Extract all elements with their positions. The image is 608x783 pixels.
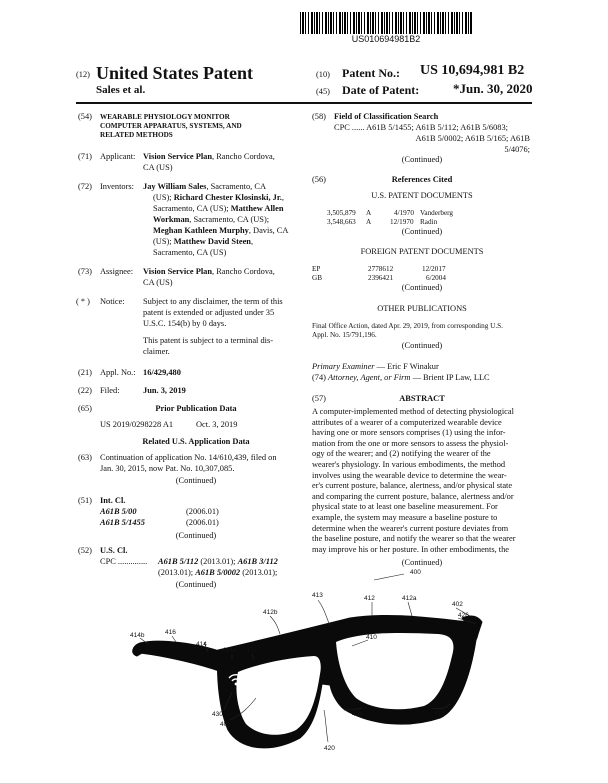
barcode-number: US010694981B2 — [351, 34, 421, 44]
cpc-line-2: (2013.01); A61B 5/0002 (2013.01); — [158, 568, 278, 577]
continued-7: (Continued) — [401, 341, 443, 350]
label-413: 413 — [312, 592, 323, 599]
code-21: (21) — [78, 368, 92, 377]
filed-label: Filed: — [100, 386, 120, 395]
code-51: (51) — [78, 496, 92, 505]
continuation-line-1: Continuation of application No. 14/610,439, filed on — [100, 453, 277, 462]
continued-3: (Continued) — [175, 580, 217, 589]
foreign-doc-2-cc: GB — [312, 274, 322, 282]
abstract-line: mation from the one or more sensors to assess the physiol- — [312, 438, 509, 448]
prior-pub-number: US 2019/0298228 A1 — [100, 420, 174, 429]
code-45: (45) — [316, 87, 330, 96]
us-doc-2-name: Radin — [420, 218, 438, 226]
patent-title: United States Patent — [96, 63, 253, 83]
field-cpc-line-3: 5/4076; — [504, 145, 530, 154]
abstract-line: example, the system may measure a baseline posture to — [312, 512, 498, 522]
related-heading: Related U.S. Application Data — [142, 437, 250, 446]
abstract-body — [312, 407, 532, 555]
appl-number: 16/429,480 — [143, 368, 181, 377]
patent-no-label: Patent No.: — [342, 66, 400, 80]
appl-label: Appl. No.: — [100, 368, 136, 377]
abstract-line: determine when the wearer's current posture deviates from — [312, 523, 509, 533]
prior-pub-heading: Prior Publication Data — [155, 404, 237, 413]
label-414a: 414a — [222, 647, 237, 654]
applicant-line-2: CA (US) — [143, 163, 173, 172]
patent-authors: Sales et al. — [96, 84, 146, 96]
intcl-year-1: (2006.01) — [186, 507, 219, 516]
temple-arm — [140, 641, 222, 672]
continued-4: (Continued) — [401, 155, 443, 164]
code-65: (65) — [78, 404, 92, 413]
field-cpc-line-1: CPC ...... A61B 5/1455; A61B 5/112; A61B 5/6083; — [334, 123, 508, 132]
foreign-doc-2-date: 6/2004 — [426, 274, 446, 282]
code-63: (63) — [78, 453, 92, 462]
cpc-prefix: CPC .............. — [100, 557, 148, 566]
label-412: 412 — [364, 595, 375, 602]
code-57: (57) — [312, 394, 326, 403]
notice-line-1: Subject to any disclaimer, the term of this — [143, 297, 283, 306]
applicant-label: Applicant: — [100, 152, 136, 161]
other-pub-line-2: Appl. No. 15/791,196. — [312, 331, 377, 339]
abstract-line: and comparing the current posture, balance, alertness and/or — [312, 491, 514, 501]
us-doc-2-num: 3,548,663 — [327, 218, 356, 226]
barcode — [300, 12, 472, 34]
header-rule — [76, 102, 532, 104]
label-426: 426 — [458, 612, 469, 619]
terminal-line-1: This patent is subject to a terminal dis- — [143, 336, 274, 345]
date-label: Date of Patent: — [342, 83, 420, 97]
abstract-heading: ABSTRACT — [399, 394, 445, 403]
abstract-line: having one or more sensors comprises (1) using the infor- — [312, 428, 506, 438]
assignee-label: Assignee: — [100, 267, 134, 276]
us-doc-2-date: 12/1970 — [390, 218, 414, 226]
field-heading: Field of Classification Search — [334, 112, 439, 121]
label-430: 430 — [212, 711, 223, 718]
label-410: 410 — [366, 634, 377, 641]
foreign-doc-2-num: 2396421 — [368, 274, 394, 282]
assignee-line-1: Vision Service Plan, Rancho Cordova, — [143, 267, 275, 276]
abstract-line: attributes of a wearer of a computerized wearable device — [312, 417, 502, 427]
us-doc-1-date: 4/1970 — [394, 209, 414, 217]
invention-title-line-3: RELATED METHODS — [100, 131, 173, 139]
continued-5: (Continued) — [401, 227, 443, 236]
cpc-line-1: A61B 5/112 (2013.01); A61B 3/112 — [158, 557, 278, 566]
foreign-doc-1-date: 12/2017 — [422, 265, 446, 273]
notice-line-2: patent is extended or adjusted under 35 — [143, 308, 275, 317]
us-docs-heading: U.S. PATENT DOCUMENTS — [371, 191, 473, 200]
inventor-line-7: Sacramento, CA (US) — [153, 248, 227, 257]
glasses-figure — [0, 560, 608, 783]
inventor-line-2: (US); Richard Chester Klosinski, Jr., — [153, 193, 284, 202]
abstract-line: physical state to at least one baseline measurement. For — [312, 502, 498, 512]
label-404: 404 — [220, 721, 231, 728]
abstract-line: wearer's physiology. In various embodiments, the method — [312, 459, 506, 469]
abstract-line: A computer-implemented method of detecting physiological — [312, 407, 514, 416]
code-72: (72) — [78, 182, 92, 191]
attorney-line: (74) Attorney, Agent, or Firm — Brient IP Law, LLC — [312, 373, 490, 382]
other-pubs-heading: OTHER PUBLICATIONS — [377, 304, 467, 313]
code-56: (56) — [312, 175, 326, 184]
abstract-line: involves using the wearable device to determine the wear- — [312, 470, 507, 480]
intcl-label: Int. Cl. — [100, 496, 126, 505]
label-428: 428 — [246, 647, 257, 654]
inventor-line-5: Meghan Kathleen Murphy, Davis, CA — [153, 226, 289, 235]
invention-title-line-1: WEARABLE PHYSIOLOGY MONITOR — [100, 113, 230, 121]
us-doc-2-kind: A — [366, 218, 372, 226]
inventor-line-3: Sacramento, CA (US); Matthew Allen — [153, 204, 284, 213]
label-412b: 412b — [263, 609, 278, 616]
terminal-line-2: claimer. — [143, 347, 170, 356]
continued-1: (Continued) — [175, 476, 217, 485]
abstract-line: er's current posture, balance, alertness, and/or physical state — [312, 481, 513, 491]
intcl-year-2: (2006.01) — [186, 518, 219, 527]
us-doc-1-kind: A — [366, 209, 372, 217]
abstract-line: the baseline posture, and notify the wearer so that the wearer — [312, 534, 516, 544]
notice-line-3: U.S.C. 154(b) by 0 days. — [143, 319, 227, 328]
foreign-doc-1-num: 2778612 — [368, 265, 394, 273]
abstract-line: ogy of the wearer; and (2) notifying the wearer of the — [312, 449, 491, 459]
label-424: 424 — [352, 711, 363, 718]
inventor-line-4: Workman, Sacramento, CA (US); — [153, 215, 270, 224]
continuation-line-2: Jan. 30, 2015, now Pat. No. 10,307,085. — [100, 464, 235, 473]
label-414: 414 — [196, 641, 207, 648]
us-doc-1-name: Vanderberg — [420, 209, 453, 217]
abstract-line: may improve his or her posture. In other embodiments, the — [312, 544, 510, 554]
intcl-code-1: A61B 5/00 — [100, 507, 137, 516]
code-58: (58) — [312, 112, 326, 121]
assignee-line-2: CA (US) — [143, 278, 173, 287]
temple-tip — [133, 643, 142, 656]
continued-6: (Continued) — [401, 283, 443, 292]
filed-date: Jun. 3, 2019 — [143, 386, 186, 395]
label-418: 418 — [434, 710, 445, 717]
code-71: (71) — [78, 152, 92, 161]
us-doc-1-num: 3,505,879 — [327, 209, 356, 217]
applicant-line-1: Vision Service Plan, Rancho Cordova, — [143, 152, 275, 161]
code-73: (73) — [78, 267, 92, 276]
inventors-label: Inventors: — [100, 182, 134, 191]
continued-8: (Continued) — [401, 558, 443, 567]
label-416: 416 — [165, 629, 176, 636]
other-pub-line-1: Final Office Action, dated Apr. 29, 2019, from corresponding U.S. — [312, 322, 503, 330]
code-12: (12) — [76, 70, 90, 79]
inventor-line-6: (US); Matthew David Steen, — [153, 237, 254, 246]
patent-date: *Jun. 30, 2020 — [453, 81, 533, 96]
code-notice: ( * ) — [76, 297, 90, 306]
examiner-line: Primary Examiner — Eric F Winakur — [312, 362, 439, 371]
prior-pub-date: Oct. 3, 2019 — [196, 420, 238, 429]
refs-heading: References Cited — [391, 175, 453, 184]
label-412a: 412a — [402, 595, 417, 602]
notice-label: Notice: — [100, 297, 125, 306]
label-402: 402 — [452, 601, 463, 608]
label-400: 400 — [410, 569, 421, 576]
patent-number: US 10,694,981 B2 — [420, 63, 525, 78]
code-54: (54) — [78, 112, 92, 121]
code-10: (10) — [316, 70, 330, 79]
intcl-code-2: A61B 5/1455 — [100, 518, 145, 527]
uscl-label: U.S. Cl. — [100, 546, 128, 555]
foreign-doc-1-cc: EP — [312, 265, 321, 273]
field-cpc-line-2: A61B 5/0002; A61B 5/165; A61B — [415, 134, 530, 143]
inventor-line-1: Jay William Sales, Sacramento, CA — [143, 182, 266, 191]
code-22: (22) — [78, 386, 92, 395]
continued-2: (Continued) — [175, 531, 217, 540]
code-52: (52) — [78, 546, 92, 555]
invention-title-line-2: COMPUTER APPARATUS, SYSTEMS, AND — [100, 122, 242, 130]
label-414b: 414b — [130, 632, 145, 639]
foreign-heading: FOREIGN PATENT DOCUMENTS — [360, 247, 484, 256]
label-420: 420 — [324, 745, 335, 752]
